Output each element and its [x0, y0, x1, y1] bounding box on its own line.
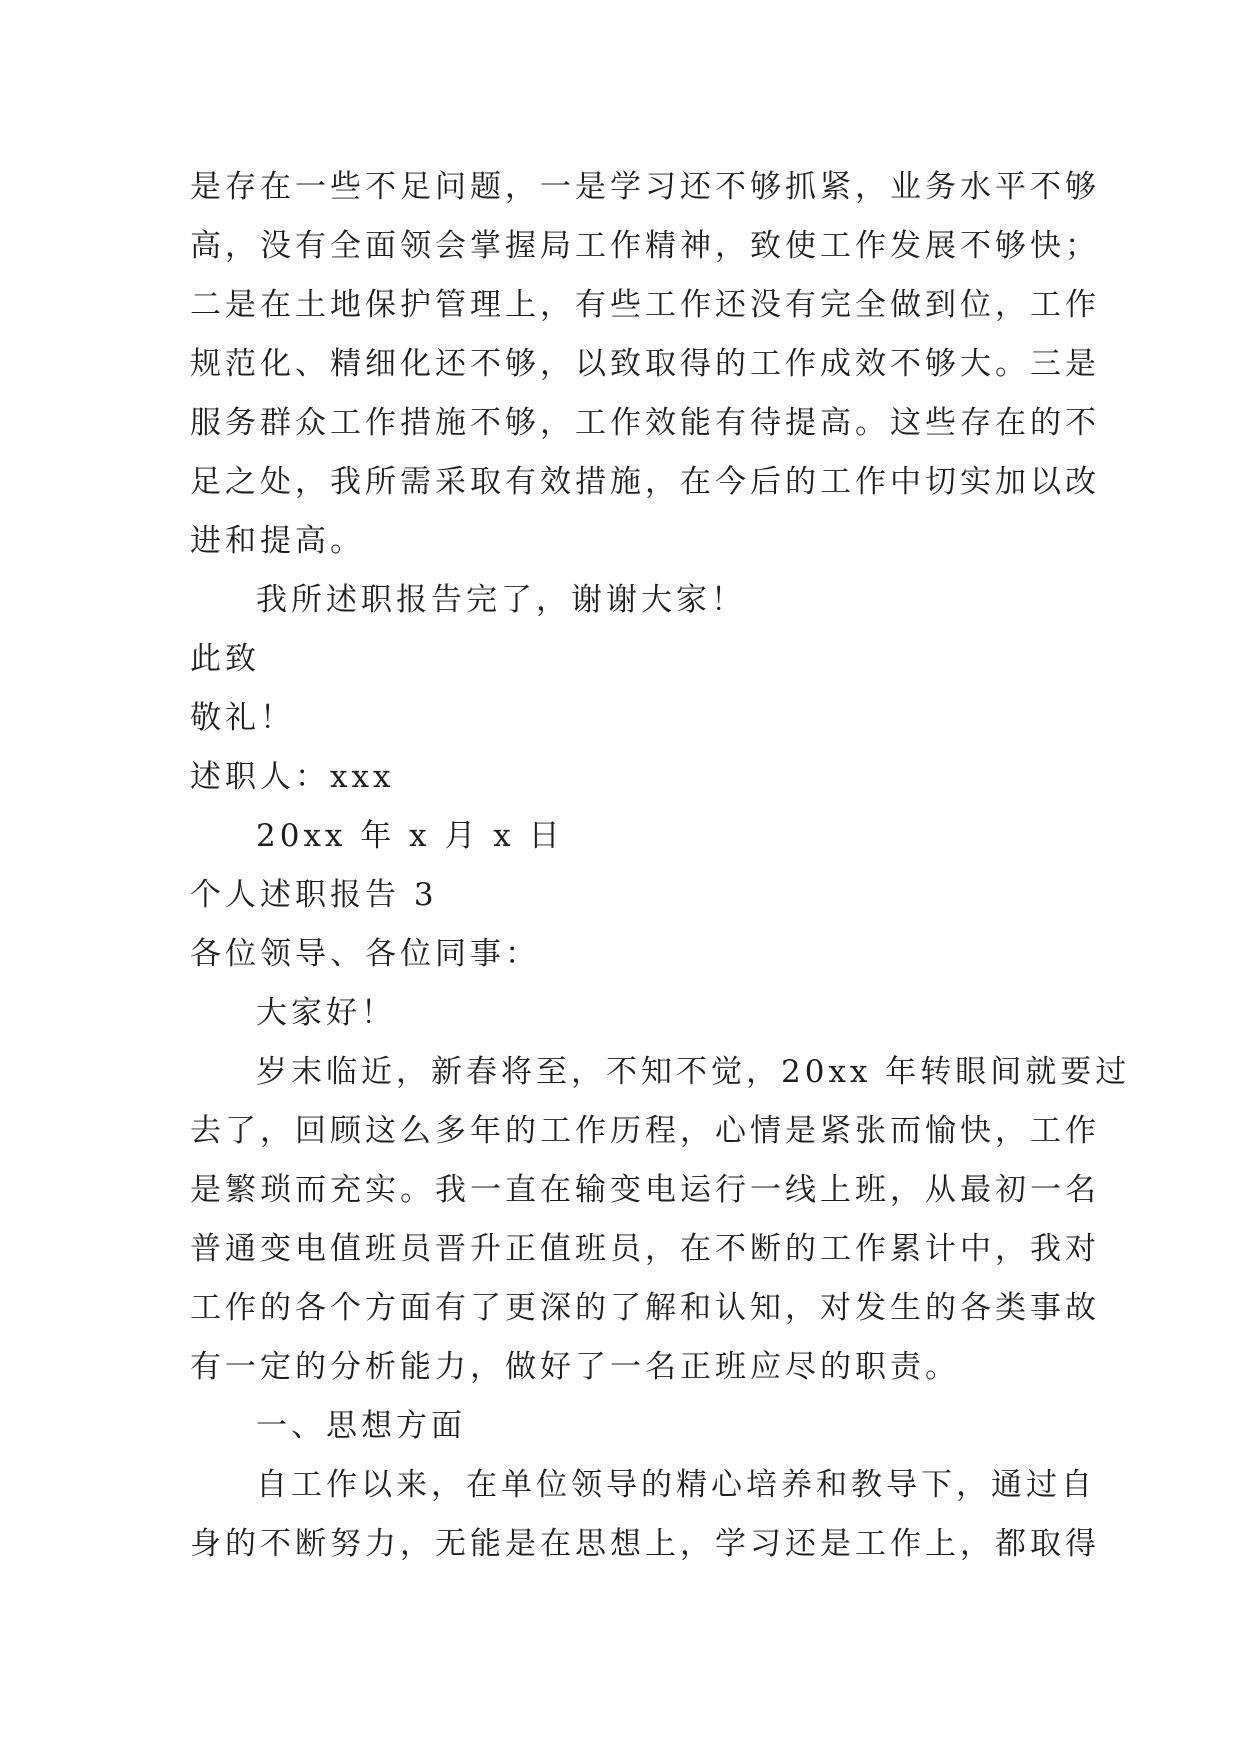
text-line: 高，没有全面领会掌握局工作精神，致使工作发展不够快；: [190, 228, 1100, 264]
document-body: [190, 158, 1131, 1574]
text-line: 敬礼！: [190, 700, 295, 736]
text-line: 一、思想方面: [256, 1408, 466, 1444]
text-line: 二是在土地保护管理上，有些工作还没有完全做到位，工作: [190, 287, 1100, 323]
text-line: 服务群众工作措施不够，工作效能有待提高。这些存在的不: [190, 405, 1100, 441]
text-line: 此致: [190, 641, 260, 677]
text-line: 我所述职报告完了，谢谢大家！: [256, 582, 746, 618]
text-line: 自工作以来，在单位领导的精心培养和教导下，通过自: [256, 1467, 1096, 1503]
text-line: 岁末临近，新春将至，不知不觉，20xx 年转眼间就要过: [256, 1054, 1131, 1090]
text-line: 各位领导、各位同事：: [190, 936, 540, 972]
text-line: 述职人：xxx: [190, 759, 395, 795]
text-line: 规范化、精细化还不够，以致取得的工作成效不够大。三是: [190, 346, 1100, 382]
text-line: 进和提高。: [190, 523, 365, 559]
text-line: 是繁琐而充实。我一直在输变电运行一线上班，从最初一名: [190, 1172, 1100, 1208]
text-line: 大家好！: [256, 995, 396, 1031]
text-line: 20xx 年 x 月 x 日: [256, 818, 564, 854]
text-line: 去了，回顾这么多年的工作历程，心情是紧张而愉快，工作: [190, 1113, 1100, 1149]
text-line: 有一定的分析能力，做好了一名正班应尽的职责。: [190, 1349, 960, 1385]
text-line: 个人述职报告 3: [190, 877, 438, 913]
text-line: 工作的各个方面有了更深的了解和认知，对发生的各类事故: [190, 1290, 1100, 1326]
text-line: 身的不断努力，无能是在思想上，学习还是工作上，都取得: [190, 1526, 1100, 1562]
text-line: 足之处，我所需采取有效措施，在今后的工作中切实加以改: [190, 464, 1100, 500]
text-line: 普通变电值班员晋升正值班员，在不断的工作累计中，我对: [190, 1231, 1100, 1267]
text-line: 是存在一些不足问题，一是学习还不够抓紧，业务水平不够: [190, 169, 1100, 205]
